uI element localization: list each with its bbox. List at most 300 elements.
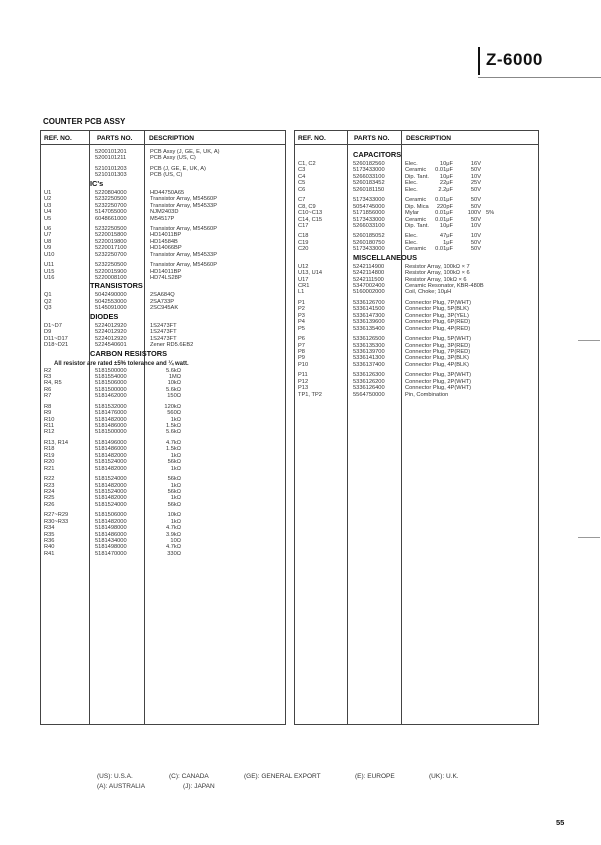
- parts-cell: 5181532000: [95, 403, 127, 410]
- parts-cell: 5220015800: [95, 232, 127, 239]
- desc-cell: Connector Plug, 2P(WHT): [405, 378, 472, 385]
- parts-cell: 5220019800: [95, 238, 127, 245]
- parts-cell: 5220804000: [95, 189, 127, 196]
- voltage-cell: 16V: [470, 161, 481, 167]
- ref-cell: P6: [298, 336, 305, 343]
- parts-cell: 5336126400: [353, 385, 385, 392]
- parts-cell: 5042553000: [95, 298, 127, 305]
- model-rule: [478, 77, 601, 78]
- legend-e: (E): EUROPE: [355, 773, 395, 780]
- parts-cell: 5336139600: [353, 319, 385, 326]
- ref-cell: R27~R29: [44, 512, 69, 519]
- misc-title-text: MISCELLANEOUS: [353, 252, 418, 262]
- voltage-cell: 50V: [470, 239, 481, 246]
- type-cell: Dip. Tant.: [405, 173, 429, 180]
- desc-cell: NJM2403D: [150, 209, 179, 216]
- type-cell: Dip. Mica: [405, 203, 429, 210]
- type-cell: Mylar: [405, 210, 419, 217]
- ref-cell: P8: [298, 348, 305, 355]
- ref-cell: R40: [44, 544, 55, 551]
- transistors-title: [40, 281, 284, 292]
- ref-cell: R18: [44, 446, 55, 453]
- type-cell: Elec.: [405, 233, 418, 240]
- voltage-cell: 10V: [470, 233, 481, 240]
- ref-cell: D9: [44, 329, 52, 336]
- parts-cell: 5232250500: [95, 196, 127, 203]
- ref-cell: U5: [44, 215, 52, 222]
- parts-cell: 5173433000: [353, 216, 385, 223]
- table-row: [40, 216, 284, 222]
- table-row: [294, 362, 537, 368]
- value-cell: 1.5kΩ: [165, 423, 181, 429]
- value-cell: 0.01μF: [435, 210, 453, 217]
- carbon-note-text: All resistor are rated ±5% tolerance and ¼ watt.: [54, 360, 189, 367]
- parts-cell: 5232250500: [95, 262, 127, 269]
- desc-cell: PCB Assy (US, C): [150, 155, 196, 162]
- desc-cell: M54517P: [150, 215, 175, 222]
- parts-cell: 5224540601: [95, 342, 127, 349]
- carbon-title: [40, 349, 284, 360]
- value-cell: 10Ω: [170, 538, 181, 544]
- desc-cell: Connector Plug, 4P(WHT): [405, 385, 472, 392]
- parts-cell: 5242114800: [353, 270, 385, 277]
- ref-cell: C1, C2: [298, 161, 316, 167]
- ref-cell: C3: [298, 167, 306, 174]
- parts-cell: 5336126500: [353, 336, 385, 343]
- ref-cell: P5: [298, 325, 305, 332]
- parts-cell: 5224012920: [95, 322, 127, 329]
- parts-cell: 5336126300: [353, 372, 385, 379]
- right-header-desc: DESCRIPTION: [406, 135, 452, 142]
- misc-title: [294, 253, 537, 264]
- type-cell: Elec.: [405, 186, 418, 193]
- diodes-title: [40, 312, 284, 323]
- type-cell: Ceramic: [405, 197, 427, 204]
- ref-cell: R19: [44, 452, 55, 459]
- parts-cell: 5260185052: [353, 233, 385, 240]
- parts-cell: 5173433000: [353, 167, 385, 174]
- value-cell: 4.7kΩ: [165, 544, 181, 551]
- parts-cell: 5210101303: [95, 172, 127, 179]
- parts-cell: 5200101201: [95, 149, 127, 155]
- table-row: [40, 155, 284, 161]
- value-cell: 0.01μF: [435, 197, 453, 204]
- ref-cell: R25: [44, 495, 55, 502]
- desc-cell: 1S2473FT: [150, 335, 177, 342]
- ref-cell: C10~C13: [298, 210, 323, 217]
- parts-cell: 5336126200: [353, 378, 385, 385]
- desc-cell: 2SC945AK: [150, 305, 179, 312]
- ref-cell: R35: [44, 531, 55, 538]
- parts-cell: 5054745000: [353, 203, 385, 210]
- parts-cell: 5347002400: [353, 283, 385, 289]
- value-cell: 0.01μF: [435, 246, 453, 253]
- value-cell: 330Ω: [167, 550, 181, 557]
- ref-cell: R34: [44, 525, 55, 532]
- desc-cell: Connector Plug, 4P(BLK): [405, 361, 469, 368]
- parts-cell: 5200101211: [95, 155, 127, 162]
- transistors-title-text: TRANSISTORS: [90, 281, 143, 291]
- desc-cell: Connector Plug, 3P(YEL): [405, 312, 469, 319]
- parts-cell: 5224012920: [95, 335, 127, 342]
- desc-cell: Zener RD5.6EB2: [150, 342, 194, 349]
- voltage-cell: 10V: [470, 222, 481, 229]
- parts-cell: 5260183452: [353, 180, 385, 187]
- parts-cell: 5181524000: [95, 501, 127, 508]
- desc-cell: Transistor Array, M54533P: [150, 251, 218, 258]
- ref-cell: R12: [44, 429, 55, 436]
- ref-cell: R22: [44, 476, 55, 483]
- desc-cell: Resistor Array, 100kΩ × 6: [405, 270, 470, 277]
- desc-cell: HD14066BP: [150, 245, 182, 252]
- parts-cell: 5336141300: [353, 355, 385, 362]
- parts-cell: 5336147300: [353, 312, 385, 319]
- value-cell: 5.6kΩ: [165, 386, 181, 393]
- value-cell: 150Ω: [167, 393, 181, 400]
- legend-c: (C): CANADA: [169, 773, 209, 780]
- ref-cell: Q1: [44, 292, 52, 299]
- parts-cell: 5336141500: [353, 306, 385, 313]
- value-cell: 4.7kΩ: [165, 439, 181, 446]
- desc-cell: PCB Assy (J, GE, E, UK, A): [150, 149, 220, 155]
- value-cell: 22μF: [439, 180, 453, 187]
- voltage-cell: 50V: [470, 186, 481, 193]
- value-cell: 1kΩ: [170, 465, 181, 472]
- ref-cell: P4: [298, 319, 305, 326]
- value-cell: 5.6kΩ: [165, 429, 181, 436]
- ref-cell: U15: [44, 268, 55, 275]
- value-cell: 10kΩ: [167, 512, 181, 519]
- parts-cell: 5336137400: [353, 361, 385, 368]
- ref-cell: D18~D21: [44, 342, 69, 349]
- ref-cell: C19: [298, 239, 309, 246]
- ref-cell: P11: [298, 372, 308, 379]
- parts-cell: 5181506000: [95, 380, 127, 387]
- parts-cell: 5181498000: [95, 525, 127, 532]
- parts-cell: 5181482000: [95, 452, 127, 459]
- ref-cell: U9: [44, 245, 52, 252]
- voltage-cell: 50V: [470, 203, 481, 210]
- parts-cell: 5181486000: [95, 423, 127, 429]
- ref-cell: U13, U14: [298, 270, 323, 277]
- ref-cell: P3: [298, 312, 305, 319]
- value-cell: 10μF: [439, 222, 453, 229]
- ref-cell: U2: [44, 196, 52, 203]
- desc-cell: Resistor Array, 10kΩ × 6: [405, 276, 467, 283]
- ref-cell: C18: [298, 233, 309, 240]
- desc-cell: PCB (US, C): [150, 172, 183, 179]
- desc-cell: HD14011BP: [150, 232, 182, 239]
- ref-cell: U8: [44, 238, 52, 245]
- ref-cell: TP1, TP2: [298, 391, 322, 398]
- value-cell: 220pF: [436, 203, 453, 210]
- ref-cell: C4: [298, 173, 306, 180]
- desc-cell: 2SA684Q: [150, 292, 175, 299]
- diodes-title-text: DIODES: [90, 311, 119, 321]
- type-cell: Ceramic: [405, 167, 427, 174]
- left-parts-column: [40, 149, 284, 557]
- value-cell: 47μF: [439, 233, 453, 240]
- parts-cell: 5232250700: [95, 251, 127, 258]
- ref-cell: P13: [298, 385, 309, 392]
- left-header-rule: [40, 144, 285, 145]
- ref-cell: R23: [44, 482, 55, 489]
- ref-cell: P7: [298, 342, 305, 349]
- desc-cell: HD14011BP: [150, 268, 182, 275]
- ref-cell: P1: [298, 299, 305, 306]
- page-number: 55: [556, 818, 565, 827]
- desc-cell: Resistor Array, 100kΩ × 7: [405, 263, 470, 270]
- model-name: Z-6000: [486, 50, 543, 69]
- ref-cell: U4: [44, 209, 52, 216]
- value-cell: 0.01μF: [435, 167, 453, 174]
- parts-cell: 5160002000: [353, 289, 385, 296]
- value-cell: 1kΩ: [170, 452, 181, 459]
- voltage-cell: 10V: [470, 173, 481, 180]
- type-cell: Elec.: [405, 161, 418, 167]
- value-cell: 56kΩ: [167, 476, 181, 483]
- value-cell: 10μF: [439, 161, 453, 167]
- value-cell: 0.01μF: [435, 216, 453, 223]
- value-cell: 1.5kΩ: [165, 446, 181, 453]
- desc-cell: Connector Plug, 3P(BLK): [405, 355, 469, 362]
- parts-cell: 5181500000: [95, 429, 127, 436]
- table-row: [40, 393, 284, 399]
- parts-cell: 5181524000: [95, 476, 127, 483]
- parts-cell: 5181482000: [95, 518, 127, 525]
- right-header-rule: [294, 144, 538, 145]
- ref-cell: D1~D7: [44, 322, 62, 329]
- parts-cell: 5173433000: [353, 197, 385, 204]
- value-cell: 1kΩ: [170, 495, 181, 502]
- parts-cell: 5336135400: [353, 325, 385, 332]
- carbon-note: [40, 360, 284, 368]
- table-row: [40, 551, 284, 557]
- ics-title: [40, 179, 284, 190]
- parts-cell: 5181486000: [95, 446, 127, 453]
- ref-cell: R26: [44, 501, 55, 508]
- ref-cell: R8: [44, 403, 52, 410]
- margin-mark-2: [578, 537, 600, 538]
- ref-cell: U11: [44, 262, 55, 269]
- ref-cell: R24: [44, 488, 55, 495]
- parts-cell: 5181496000: [95, 439, 127, 446]
- table-row: [294, 392, 537, 398]
- right-parts-column: [294, 150, 537, 398]
- parts-cell: 5181500000: [95, 367, 127, 374]
- capacitors-title: [294, 150, 537, 161]
- parts-cell: 5181506000: [95, 512, 127, 519]
- value-cell: 4.7kΩ: [165, 525, 181, 532]
- parts-cell: 5266033100: [353, 222, 385, 229]
- parts-cell: 5147055000: [95, 209, 127, 216]
- parts-cell: 5181476000: [95, 410, 127, 417]
- value-cell: 2.2μF: [438, 186, 453, 193]
- value-cell: 1MΩ: [168, 373, 181, 380]
- desc-cell: Transistor Array, M54560P: [150, 196, 218, 203]
- parts-cell: 5266033100: [353, 173, 385, 180]
- parts-cell: 5336139700: [353, 348, 385, 355]
- parts-cell: 5232250700: [95, 202, 127, 209]
- type-cell: Dip. Tant.: [405, 222, 429, 229]
- ref-cell: C14, C15: [298, 216, 323, 223]
- desc-cell: Coil, Choke; 10μH: [405, 289, 452, 296]
- table-row: [294, 289, 537, 295]
- parts-cell: 5220017100: [95, 245, 127, 252]
- ref-cell: P9: [298, 355, 305, 362]
- value-cell: 56kΩ: [167, 459, 181, 466]
- ref-cell: U10: [44, 251, 55, 258]
- parts-cell: 5181434000: [95, 538, 127, 544]
- model-bar: [478, 47, 480, 75]
- legend-ge: (GE): GENERAL EXPORT: [244, 773, 321, 780]
- value-cell: 10μF: [439, 173, 453, 180]
- desc-cell: 2SA733P: [150, 298, 175, 305]
- ref-cell: P10: [298, 361, 309, 368]
- desc-cell: Transistor Array, M54560P: [150, 262, 218, 269]
- ref-cell: R4, R5: [44, 380, 62, 387]
- type-cell: Ceramic: [405, 216, 427, 223]
- right-header-parts: PARTS NO.: [354, 135, 390, 142]
- parts-cell: 5181554000: [95, 373, 127, 380]
- desc-cell: HD14584B: [150, 238, 178, 245]
- parts-cell: 5181482000: [95, 482, 127, 489]
- ref-cell: C17: [298, 222, 309, 229]
- parts-cell: 6048661000: [95, 215, 127, 222]
- desc-cell: Connector Plug, 3P(RED): [405, 342, 471, 349]
- parts-cell: 5242111500: [353, 276, 384, 283]
- ref-cell: U6: [44, 225, 52, 232]
- value-cell: 10kΩ: [167, 380, 181, 387]
- desc-cell: Connector Plug, 4P(RED): [405, 325, 471, 332]
- left-header-ref: REF. NO.: [44, 135, 72, 142]
- ref-cell: R13, R14: [44, 439, 69, 446]
- ref-cell: R2: [44, 367, 52, 374]
- parts-cell: 5260182560: [353, 161, 385, 167]
- ref-cell: R9: [44, 410, 52, 417]
- legend-us: (US): U.S.A.: [97, 773, 133, 780]
- parts-cell: 5181482000: [95, 416, 127, 423]
- table-row: [294, 326, 537, 332]
- ref-cell: R41: [44, 550, 55, 557]
- parts-cell: 5336126700: [353, 299, 385, 306]
- desc-cell: HD74LS28P: [150, 275, 182, 281]
- voltage-cell: 50V: [470, 216, 481, 223]
- parts-cell: 5224012920: [95, 329, 127, 336]
- ref-cell: R30~R33: [44, 518, 69, 525]
- parts-cell: 5210101203: [95, 165, 127, 172]
- ref-cell: C8, C9: [298, 203, 316, 210]
- voltage-cell: 50V: [470, 246, 481, 253]
- parts-cell: 5220015900: [95, 268, 127, 275]
- ref-cell: U16: [44, 275, 55, 281]
- parts-cell: 5232250500: [95, 225, 127, 232]
- desc-cell: Transistor Array, M54533P: [150, 202, 218, 209]
- parts-cell: 5181482000: [95, 495, 127, 502]
- ref-cell: U17: [298, 276, 309, 283]
- parts-cell: 5181500000: [95, 386, 127, 393]
- voltage-cell: 25V: [470, 180, 481, 187]
- type-cell: Ceramic: [405, 246, 427, 253]
- ref-cell: R3: [44, 373, 52, 380]
- ref-cell: U7: [44, 232, 52, 239]
- left-header-parts: PARTS NO.: [97, 135, 133, 142]
- type-cell: Elec.: [405, 239, 418, 246]
- desc-cell: HD44750A65: [150, 189, 185, 196]
- value-cell: 1kΩ: [170, 416, 181, 423]
- value-cell: 1μF: [443, 239, 453, 246]
- desc-cell: Connector Plug, 7P(RED): [405, 348, 471, 355]
- parts-cell: 5181462000: [95, 393, 127, 400]
- desc-cell: Transistor Array, M54560P: [150, 225, 218, 232]
- table-row: [40, 466, 284, 472]
- desc-cell: Connector Plug, 6P(RED): [405, 319, 471, 326]
- value-cell: 5.6kΩ: [165, 367, 181, 374]
- desc-cell: Pin, Combination: [405, 391, 449, 398]
- table-row: [294, 223, 537, 229]
- margin-mark-1: [578, 340, 600, 341]
- desc-cell: Connector Plug, 3P(WHT): [405, 372, 472, 379]
- value-cell: 56kΩ: [167, 488, 181, 495]
- ref-cell: Q3: [44, 305, 52, 312]
- section-title: COUNTER PCB ASSY: [43, 117, 126, 126]
- parts-cell: 5181524000: [95, 459, 127, 466]
- voltage-cell: 50V: [470, 197, 481, 204]
- parts-cell: 5242114900: [353, 263, 385, 270]
- ref-cell: R10: [44, 416, 55, 423]
- left-header-desc: DESCRIPTION: [149, 135, 195, 142]
- ref-cell: C6: [298, 186, 306, 193]
- ref-cell: U1: [44, 189, 52, 196]
- ref-cell: R7: [44, 393, 52, 400]
- legend-a: (A): AUSTRALIA: [97, 783, 146, 790]
- parts-cell: 5042490000: [95, 292, 127, 299]
- desc-cell: Connector Plug, 5P(BLK): [405, 306, 469, 313]
- desc-cell: Connector Plug, 5P(WHT): [405, 336, 472, 343]
- ref-cell: R21: [44, 465, 55, 472]
- ref-cell: R20: [44, 459, 55, 466]
- ref-cell: L1: [298, 289, 305, 296]
- ref-cell: U3: [44, 202, 52, 209]
- legend-j: (J): JAPAN: [183, 783, 215, 790]
- value-cell: 3.9kΩ: [165, 531, 181, 538]
- ref-cell: P12: [298, 378, 309, 385]
- ref-cell: D11~D17: [44, 335, 68, 342]
- capacitors-title-text: CAPACITORS: [353, 150, 402, 159]
- ref-cell: R36: [44, 538, 55, 544]
- table-row: [294, 187, 537, 193]
- parts-cell: 5181470000: [95, 550, 127, 557]
- parts-cell: 5564750000: [353, 391, 385, 398]
- parts-cell: 5336135300: [353, 342, 385, 349]
- voltage-cell: 50V: [470, 167, 481, 174]
- ref-cell: C20: [298, 246, 309, 253]
- tolerance-cell: 5%: [486, 210, 495, 217]
- table-row: [40, 502, 284, 508]
- ref-cell: CR1: [298, 283, 310, 289]
- parts-cell: 5181486000: [95, 531, 127, 538]
- ref-cell: Q2: [44, 298, 52, 305]
- parts-cell: 5145091000: [95, 305, 127, 312]
- desc-cell: PCB (J, GE, E, UK, A): [150, 165, 206, 172]
- ref-cell: C5: [298, 180, 306, 187]
- value-cell: 560Ω: [167, 410, 181, 417]
- carbon-title-text: CARBON RESISTORS: [90, 348, 168, 358]
- voltage-cell: 100V: [467, 210, 481, 217]
- right-header-ref: REF. NO.: [298, 135, 326, 142]
- ref-cell: U12: [298, 263, 309, 270]
- parts-cell: 5181498000: [95, 544, 127, 551]
